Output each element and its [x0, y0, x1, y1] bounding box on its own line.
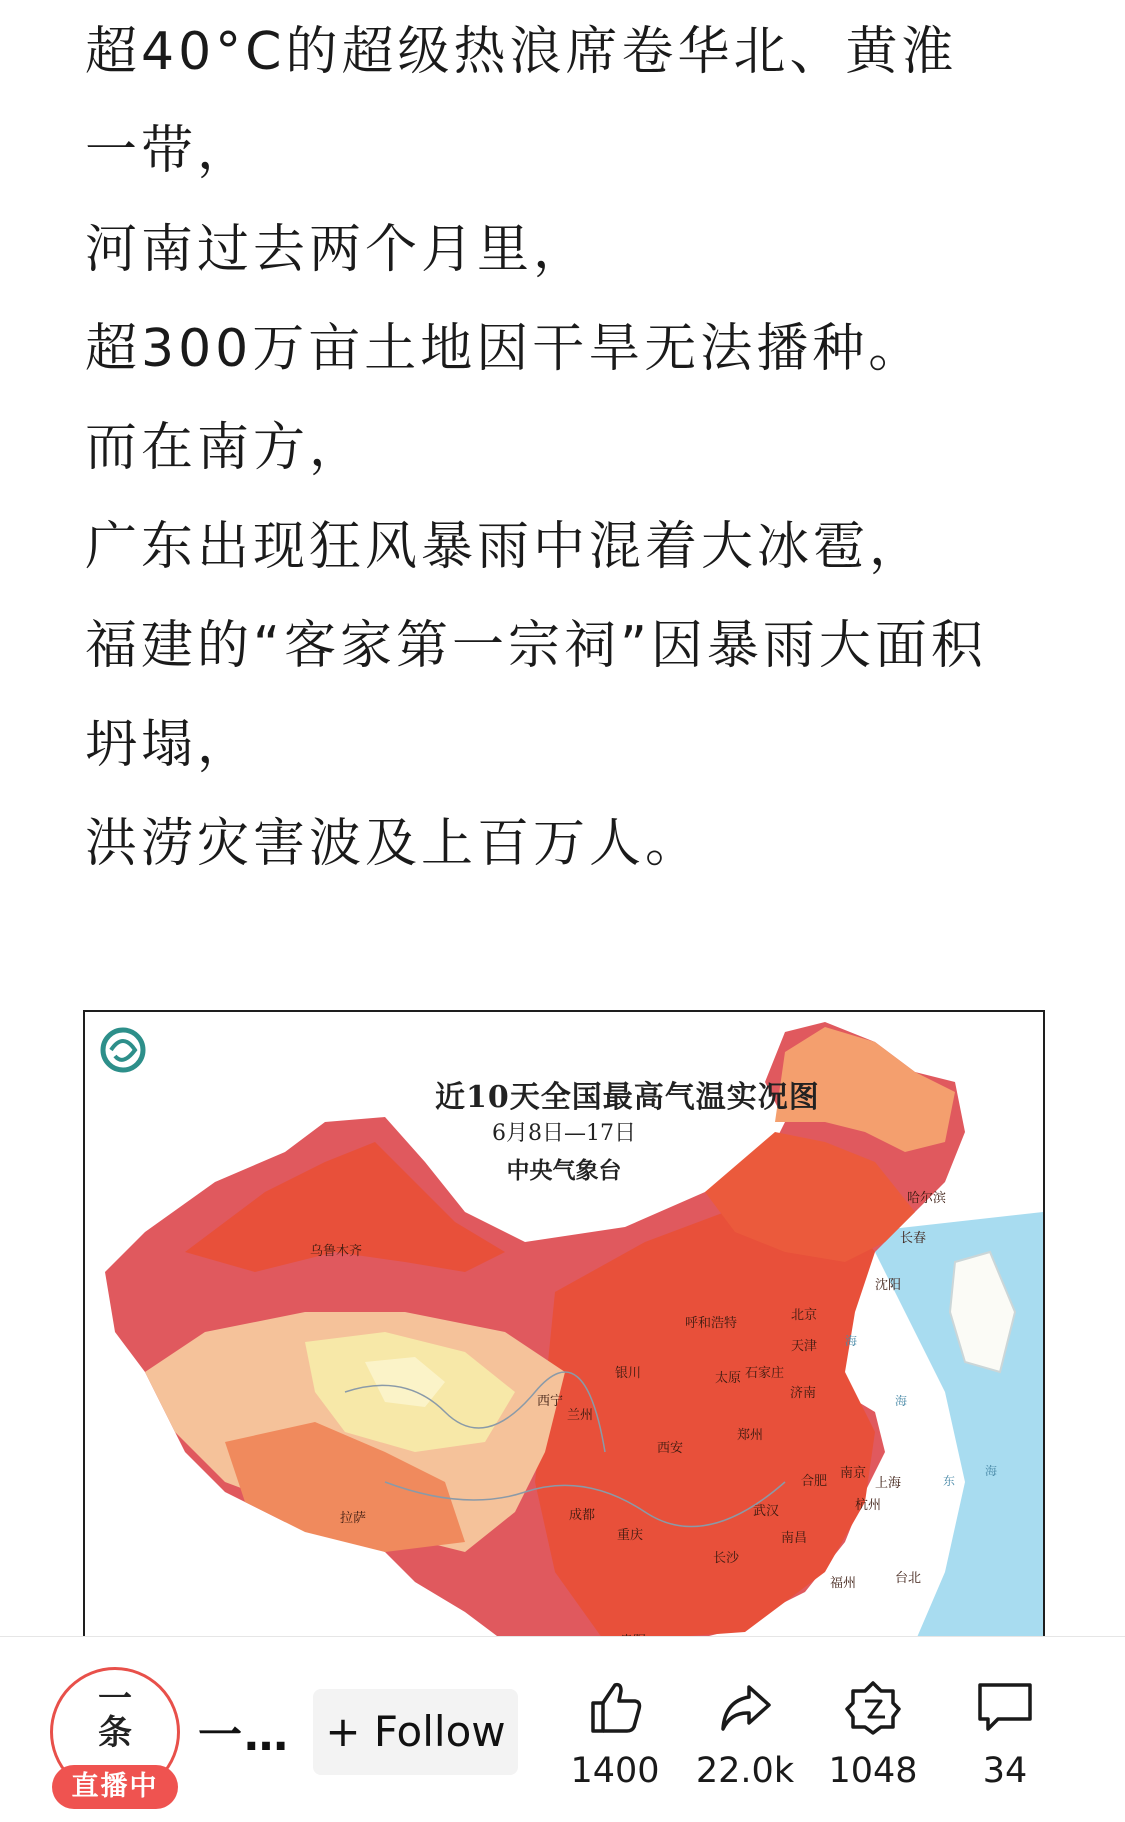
city-label: 西宁: [537, 1394, 564, 1409]
city-label: 乌鲁木齐: [310, 1244, 363, 1259]
city-label: 石家庄: [745, 1366, 785, 1381]
article-line: 超300万亩土地因干旱无法播种。: [85, 319, 925, 379]
article-line: 一带，: [85, 121, 254, 181]
avatar-text: [53, 1679, 177, 1753]
article-line: 广东出现狂风暴雨中混着大冰雹，: [85, 517, 926, 577]
city-label: 拉萨: [340, 1511, 367, 1526]
city-label: 台北: [895, 1571, 922, 1586]
article-line: 福建的“客家第一宗祠”因暴雨大面积: [85, 616, 987, 676]
city-label: 武汉: [753, 1504, 780, 1519]
sea-label: 海: [845, 1334, 858, 1348]
like-count: 1400: [570, 1751, 660, 1791]
map-title: 近10天全国最高气温实况图: [435, 1080, 820, 1115]
thumbs-up-icon: [587, 1679, 643, 1735]
comment-icon: [976, 1679, 1034, 1735]
city-label: 沈阳: [875, 1278, 902, 1293]
avatar-char: 一: [98, 1679, 132, 1719]
city-label: 兰州: [567, 1408, 594, 1423]
city-label: 合肥: [801, 1474, 828, 1489]
city-label: 呼和浩特: [685, 1316, 738, 1331]
article-line: 超40°C的超级热浪席卷华北、黄淮: [85, 22, 958, 82]
city-label: 太原: [715, 1371, 742, 1386]
city-label: 重庆: [617, 1528, 644, 1543]
city-label: 北京: [791, 1308, 818, 1323]
share-count: 22.0k: [695, 1751, 795, 1791]
city-label: 成都: [569, 1508, 596, 1523]
city-label: 杭州: [855, 1498, 882, 1513]
like-button[interactable]: [550, 1679, 680, 1791]
follow-button[interactable]: + Follow: [313, 1689, 518, 1775]
comment-button[interactable]: [940, 1679, 1070, 1791]
bottom-action-bar: [0, 1636, 1125, 1822]
city-label: 上海: [875, 1476, 902, 1491]
city-label: 福州: [830, 1576, 857, 1591]
live-badge[interactable]: 直播中: [52, 1765, 178, 1809]
share-arrow-icon: [717, 1679, 773, 1735]
sea-label: 海: [895, 1394, 908, 1408]
article-line: 坍塌，: [85, 715, 254, 775]
city-label: 长沙: [713, 1551, 740, 1566]
city-label: 南昌: [781, 1531, 808, 1546]
sea-label: 东: [943, 1474, 956, 1488]
article-line: 洪涝灾害波及上百万人。: [85, 814, 702, 874]
city-label: 南京: [840, 1466, 867, 1481]
avatar-char: 条: [98, 1713, 132, 1753]
map-source: 中央气象台: [506, 1157, 622, 1184]
city-label: 长春: [900, 1231, 927, 1246]
city-label: 哈尔滨: [907, 1191, 947, 1206]
article-line: 河南过去两个月里，: [85, 220, 590, 280]
article-line: 而在南方，: [85, 418, 366, 478]
city-label: 银川: [615, 1366, 642, 1381]
badge-icon: [845, 1679, 901, 1735]
city-label: 郑州: [737, 1428, 764, 1443]
temperature-map-image[interactable]: [83, 1010, 1045, 1642]
map-date-range: 6月8日—17日: [492, 1121, 636, 1146]
share-button[interactable]: [680, 1679, 810, 1791]
gift-count: 1048: [828, 1751, 918, 1791]
city-label: 西安: [657, 1441, 684, 1456]
author-name[interactable]: 一…: [198, 1710, 290, 1761]
city-label: 天津: [791, 1339, 818, 1354]
article-body: [85, 0, 1045, 894]
comment-count: 34: [982, 1751, 1028, 1791]
city-label: 济南: [790, 1386, 817, 1401]
sea-label: 海: [985, 1464, 998, 1478]
gift-button[interactable]: [808, 1679, 938, 1791]
